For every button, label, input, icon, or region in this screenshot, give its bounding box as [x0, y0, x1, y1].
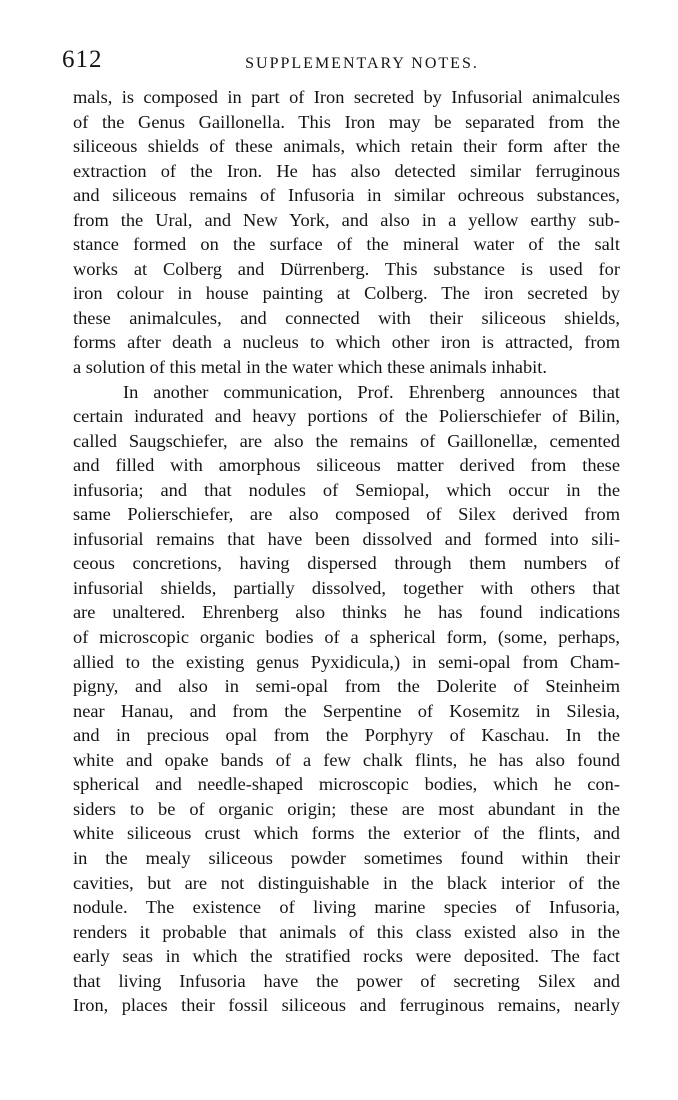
text-line: spherical and needle-shaped microscopic bodies, which he con- — [73, 774, 620, 795]
text-line: early seas in which the stratified rocks were deposited. The fact — [73, 946, 620, 967]
text-line: forms after death a nucleus to which other iron is attracted, from — [73, 332, 620, 353]
text-line: infusoria; and that nodules of Semiopal, which occur in the — [73, 479, 620, 500]
running-head: SUPPLEMENTARY NOTES. — [245, 55, 479, 72]
text-line: allied to the existing genus Pyxidicula,) in semi-opal from Cham- — [73, 651, 620, 672]
text-line: in the mealy siliceous powder sometimes found within their — [73, 847, 620, 868]
text-line: called Saugschiefer, are also the remains of Gaillonellæ, cemented — [73, 430, 620, 451]
text-line: renders it probable that animals of this class existed also in the — [73, 921, 620, 942]
text-line: mals, is composed in part of Iron secreted by Infusorial animalcules — [73, 87, 620, 107]
text-line: iron colour in house painting at Colberg. The iron secreted by — [73, 283, 620, 304]
text-line: these animalcules, and connected with their siliceous shields, — [73, 307, 620, 328]
text-line: nodule. The existence of living marine species of Infusoria, — [73, 897, 620, 918]
text-line: siliceous shields of these animals, which retain their form after the — [73, 136, 620, 157]
text-line: and filled with amorphous siliceous matter derived from these — [73, 455, 620, 476]
text-line: white and opake bands of a few chalk flints, he has also found — [73, 749, 620, 770]
text-line: white siliceous crust which forms the exterior of the flints, and — [73, 823, 620, 844]
text-line: from the Ural, and New York, and also in a yellow earthy sub- — [73, 209, 620, 230]
page-header — [62, 44, 622, 78]
text-line: infusorial remains that have been dissolved and formed into sili- — [73, 528, 620, 549]
text-line: pigny, and also in semi-opal from the Dolerite of Steinheim — [73, 676, 620, 697]
text-line: siders to be of organic origin; these are most abundant in the — [73, 798, 620, 819]
text-line: certain indurated and heavy portions of the Polierschiefer of Bilin, — [73, 406, 620, 427]
text-line: stance formed on the surface of the mineral water of the salt — [73, 234, 620, 255]
text-line: that living Infusoria have the power of secreting Silex and — [73, 970, 620, 991]
text-line: near Hanau, and from the Serpentine of Kosemitz in Silesia, — [73, 700, 620, 721]
text-line: are unaltered. Ehrenberg also thinks he has found indications — [73, 602, 620, 623]
text-line: cavities, but are not distinguishable in the black interior of the — [73, 872, 620, 893]
text-line: ceous concretions, having dispersed through them numbers of — [73, 553, 620, 574]
text-line: same Polierschiefer, are also composed of Silex derived from — [73, 504, 620, 525]
body-text — [73, 85, 620, 1018]
text-line: of microscopic organic bodies of a spherical form, (some, perhaps, — [73, 627, 620, 648]
text-line: works at Colberg and Dürrenberg. This substance is used for — [73, 258, 620, 279]
text-line: Iron, places their fossil siliceous and ferruginous remains, nearly — [73, 995, 620, 1016]
text-line: extraction of the Iron. He has also detected similar ferruginous — [73, 160, 620, 181]
text-line: and siliceous remains of Infusoria in similar ochreous substances, — [73, 185, 620, 206]
text-line: a solution of this metal in the water which these animals inhabit. — [73, 357, 547, 378]
text-line: In another communication, Prof. Ehrenberg announces that — [123, 381, 620, 402]
text-line: of the Genus Gaillonella. This Iron may be separated from the — [73, 111, 620, 132]
text-line: infusorial shields, partially dissolved, together with others that — [73, 577, 620, 598]
page-number: 612 — [62, 46, 103, 73]
text-line: and in precious opal from the Porphyry of Kaschau. In the — [73, 725, 620, 746]
